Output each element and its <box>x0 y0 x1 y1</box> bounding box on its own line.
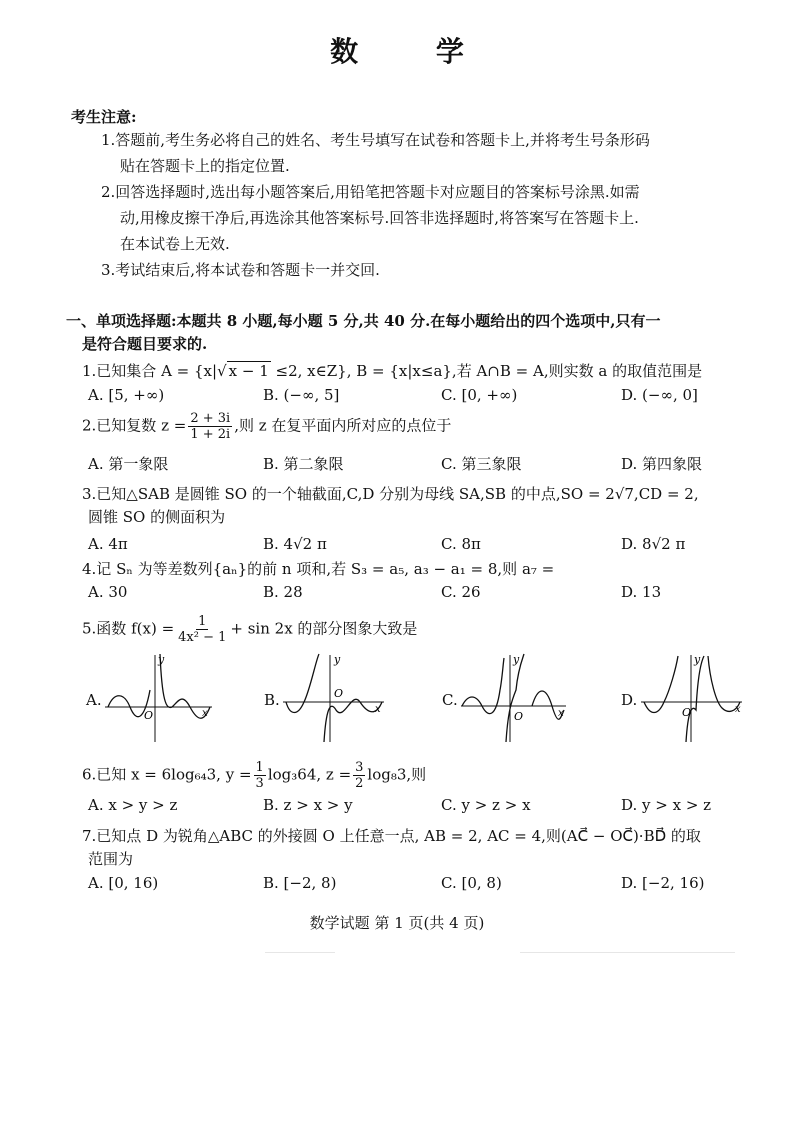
q5-graph-c[interactable] <box>456 650 571 745</box>
q2-option-b[interactable]: B. 第二象限 <box>263 455 344 473</box>
notice-line-5: 在本试卷上无效. <box>120 235 230 253</box>
q5-fraction: $\frac{1}{\text{4x² − 1}}$ <box>178 614 227 645</box>
q2-fraction: $\frac{2 + 3i}{1 + 2i}$ <box>190 411 231 442</box>
q3-option-a[interactable]: A. 4π <box>88 535 128 553</box>
q7-option-d[interactable]: D. [−2, 16) <box>621 874 705 892</box>
q5-option-c[interactable]: C. <box>442 691 458 709</box>
q3-option-b[interactable]: B. 4√2 π <box>263 535 327 553</box>
q6-fraction-1: $\frac{1}{3}$ <box>255 760 264 791</box>
q5-option-b[interactable]: B. <box>264 691 280 709</box>
q6-option-b[interactable]: B. z > x > y <box>263 796 353 814</box>
question-3-stem: 3.已知△SAB 是圆锥 SO 的一个轴截面,C,D 分别为母线 SA,SB 的中点,SO = 2√7,CD = 2, <box>82 485 699 503</box>
page-title: 数 学 <box>330 35 498 68</box>
q5a-origin: O <box>144 709 154 722</box>
q5-option-d[interactable]: D. <box>621 691 638 709</box>
scan-artifact-line <box>520 952 735 953</box>
q5a-axis-y: y <box>158 653 165 666</box>
q4-option-b[interactable]: B. 28 <box>263 583 303 601</box>
q5-graph-a[interactable] <box>100 650 220 745</box>
notice-line-4: 动,用橡皮擦干净后,再选涂其他答案标号.回答非选择题时,将答案写在答题卡上. <box>120 209 639 227</box>
q6-option-c[interactable]: C. y > z > x <box>441 796 531 814</box>
question-1-stem: 1.已知集合 A = {x|√ x − 1 ≤2, x∈Z}, B = {x|x≤a},若 A∩B = A,则实数 a 的取值范围是 <box>82 362 703 380</box>
question-7-stem-cont: 范围为 <box>88 850 134 868</box>
q6-option-d[interactable]: D. y > x > z <box>621 796 712 814</box>
q1-option-a[interactable]: A. [5, +∞) <box>88 386 165 404</box>
question-7-stem: 7.已知点 D 为锐角△ABC 的外接圆 O 上任意一点, AB = 2, AC = 4,则(AC⃗ − OC⃗)·BD⃗ 的取 <box>82 827 701 845</box>
question-5-stem: 5.函数 f(x) = $\frac{1}{\text{4x² − 1}}$ + sin 2x 的部分图象大致是 <box>82 614 418 645</box>
q2-option-d[interactable]: D. 第四象限 <box>621 455 703 473</box>
q5a-axis-x: x <box>202 708 208 719</box>
q4-option-d[interactable]: D. 13 <box>621 583 662 601</box>
q1-option-b[interactable]: B. (−∞, 5] <box>263 386 340 404</box>
q5b-axis-y: y <box>334 653 341 666</box>
notice-line-6: 3.考试结束后,将本试卷和答题卡一并交回. <box>101 261 380 279</box>
section-heading: 一、单项选择题:本题共 8 小题,每小题 5 分,共 40 分.在每小题给出的四个选项中,只有一 <box>66 312 661 330</box>
q7-option-b[interactable]: B. [−2, 8) <box>263 874 337 892</box>
q6-fraction-2: $\frac{3}{2}$ <box>355 760 364 791</box>
notice-line-1: 1.答题前,考生务必将自己的姓名、考生号填写在试卷和答题卡上,并将考生号条形码 <box>101 131 650 149</box>
q5-graph-d[interactable] <box>636 650 746 745</box>
q1-option-c[interactable]: C. [0, +∞) <box>441 386 518 404</box>
question-2-stem: 2.已知复数 z = $\frac{2 + 3i}{1 + 2i}$ ,则 z 在复平面内所对应的点位于 <box>82 411 452 442</box>
q2-option-c[interactable]: C. 第三象限 <box>441 455 522 473</box>
q5b-origin: O <box>334 687 344 700</box>
q3-option-d[interactable]: D. 8√2 π <box>621 535 686 553</box>
question-4-stem: 4.记 Sₙ 为等差数列{aₙ}的前 n 项和,若 S₃ = a₅, a₃ − a₁ = 8,则 a₇ = <box>82 560 555 578</box>
q7-option-c[interactable]: C. [0, 8) <box>441 874 502 892</box>
q5-option-a[interactable]: A. <box>86 691 102 709</box>
scan-artifact-line <box>265 952 335 953</box>
q7-option-a[interactable]: A. [0, 16) <box>88 874 159 892</box>
q5d-origin: O <box>682 706 692 719</box>
question-6-stem: 6.已知 x = 6log₆₄3, y = $\frac{1}{3}$ log₃64, z = $\frac{3}{2}$ log₈3,则 <box>82 760 427 791</box>
section-heading-cont: 是符合题目要求的. <box>82 335 208 353</box>
q5d-axis-y: y <box>694 653 701 666</box>
q4-option-a[interactable]: A. 30 <box>88 583 128 601</box>
q5-graph-b[interactable] <box>278 650 388 745</box>
question-3-stem-cont: 圆锥 SO 的侧面积为 <box>88 508 226 526</box>
q5b-axis-x: x <box>375 704 381 715</box>
q6-option-a[interactable]: A. x > y > z <box>88 796 178 814</box>
q1-option-d[interactable]: D. (−∞, 0] <box>621 386 698 404</box>
page-footer: 数学试题 第 1 页(共 4 页) <box>309 914 485 932</box>
q5d-axis-x: x <box>735 704 741 715</box>
q5c-axis-x: x <box>558 708 564 719</box>
notice-line-3: 2.回答选择题时,选出每小题答案后,用铅笔把答题卡对应题目的答案标号涂黑.如需 <box>101 183 640 201</box>
notice-line-2: 贴在答题卡上的指定位置. <box>120 157 290 175</box>
q2-option-a[interactable]: A. 第一象限 <box>88 455 169 473</box>
q3-option-c[interactable]: C. 8π <box>441 535 481 553</box>
q5c-axis-y: y <box>513 653 520 666</box>
notice-heading: 考生注意: <box>71 108 137 126</box>
q4-option-c[interactable]: C. 26 <box>441 583 481 601</box>
q5c-origin: O <box>514 710 524 723</box>
